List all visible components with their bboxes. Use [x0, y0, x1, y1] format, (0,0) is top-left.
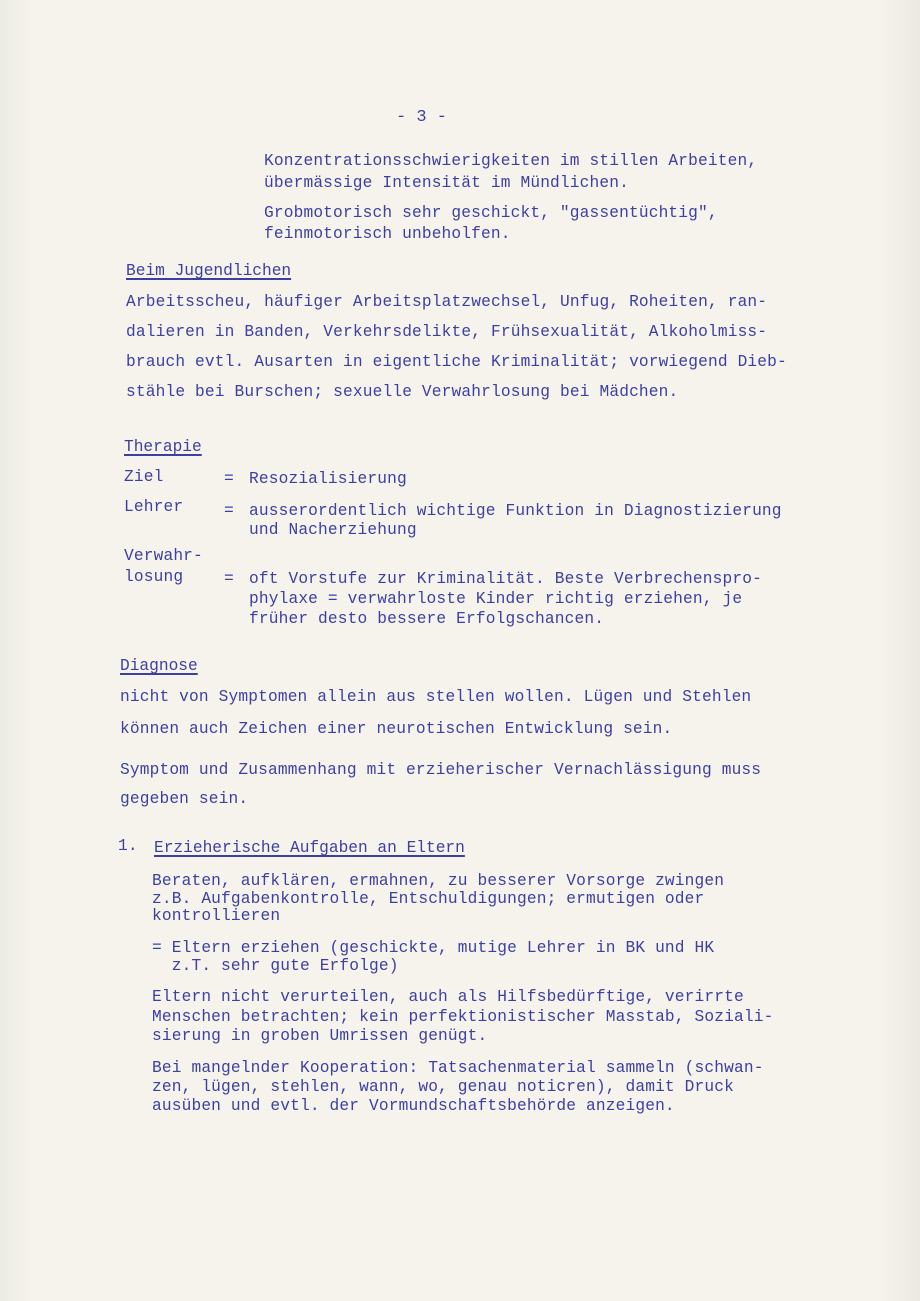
section-heading-therapie: Therapie: [124, 438, 202, 456]
section-heading-jugendlichen: Beim Jugendlichen: [126, 262, 292, 280]
text-line: feinmotorisch unbeholfen.: [264, 225, 511, 243]
definition-line: und Nacherziehung: [249, 521, 417, 539]
text-line: sierung in groben Umrissen genügt.: [152, 1027, 488, 1045]
text-line: = Eltern erziehen (geschickte, mutige Lehrer in BK und HK: [152, 939, 715, 957]
text-line: stähle bei Burschen; sexuelle Verwahrlosung bei Mädchen.: [126, 383, 679, 401]
text-line: Konzentrationsschwierigkeiten im stillen Arbeiten,: [264, 152, 758, 170]
text-line: ausüben und evtl. der Vormundschaftsbehörde anzeigen.: [152, 1097, 675, 1115]
text-line: kontrollieren: [152, 907, 281, 925]
text-line: können auch Zeichen einer neurotischen Entwicklung sein.: [120, 720, 673, 738]
definition-line: ausserordentlich wichtige Funktion in Diagnostizierung: [249, 502, 782, 520]
text-line: Arbeitsscheu, häufiger Arbeitsplatzwechsel, Unfug, Roheiten, ran-: [126, 293, 768, 311]
text-line: Bei mangelnder Kooperation: Tatsachenmaterial sammeln (schwan-: [152, 1059, 764, 1077]
text-line: zen, lügen, stehlen, wann, wo, genau noticren), damit Druck: [152, 1078, 734, 1096]
list-number: 1.: [118, 837, 138, 855]
page-number: - 3 -: [396, 108, 448, 127]
text-line: brauch evtl. Ausarten in eigentliche Kriminalität; vorwiegend Dieb-: [126, 353, 787, 371]
text-line: gegeben sein.: [120, 790, 249, 808]
term-lehrer: Lehrer: [124, 498, 184, 516]
equals-sign: =: [224, 502, 234, 520]
definition-line: Resozialisierung: [249, 470, 407, 488]
term-verwahrlosung: Verwahr-: [124, 547, 203, 565]
text-line: z.T. sehr gute Erfolge): [152, 957, 399, 975]
text-line: dalieren in Banden, Verkehrsdelikte, Frühsexualität, Alkoholmiss-: [126, 323, 768, 341]
text-line: nicht von Symptomen allein aus stellen wollen. Lügen und Stehlen: [120, 688, 752, 706]
text-line: Menschen betrachten; kein perfektionistischer Masstab, Soziali-: [152, 1008, 774, 1026]
term-ziel: Ziel: [124, 468, 164, 486]
section-heading-aufgaben: Erzieherische Aufgaben an Eltern: [154, 839, 465, 857]
text-line: Grobmotorisch sehr geschickt, "gassentüchtig",: [264, 204, 718, 222]
definition-line: oft Vorstufe zur Kriminalität. Beste Verbrechenspro-: [249, 570, 762, 588]
definition-line: phylaxe = verwahrloste Kinder richtig erziehen, je: [249, 590, 743, 608]
equals-sign: =: [224, 570, 234, 588]
text-line: Eltern nicht verurteilen, auch als Hilfsbedürftige, verirrte: [152, 988, 744, 1006]
term-verwahrlosung: losung: [124, 568, 184, 586]
text-line: übermässige Intensität im Mündlichen.: [264, 174, 629, 192]
definition-line: früher desto bessere Erfolgschancen.: [249, 610, 605, 628]
text-line: Beraten, aufklären, ermahnen, zu besserer Vorsorge zwingen: [152, 872, 725, 890]
equals-sign: =: [224, 470, 234, 488]
text-line: Symptom und Zusammenhang mit erzieherischer Vernachlässigung muss: [120, 761, 762, 779]
section-heading-diagnose: Diagnose: [120, 657, 198, 675]
text-line: z.B. Aufgabenkontrolle, Entschuldigungen; ermutigen oder: [152, 890, 705, 908]
